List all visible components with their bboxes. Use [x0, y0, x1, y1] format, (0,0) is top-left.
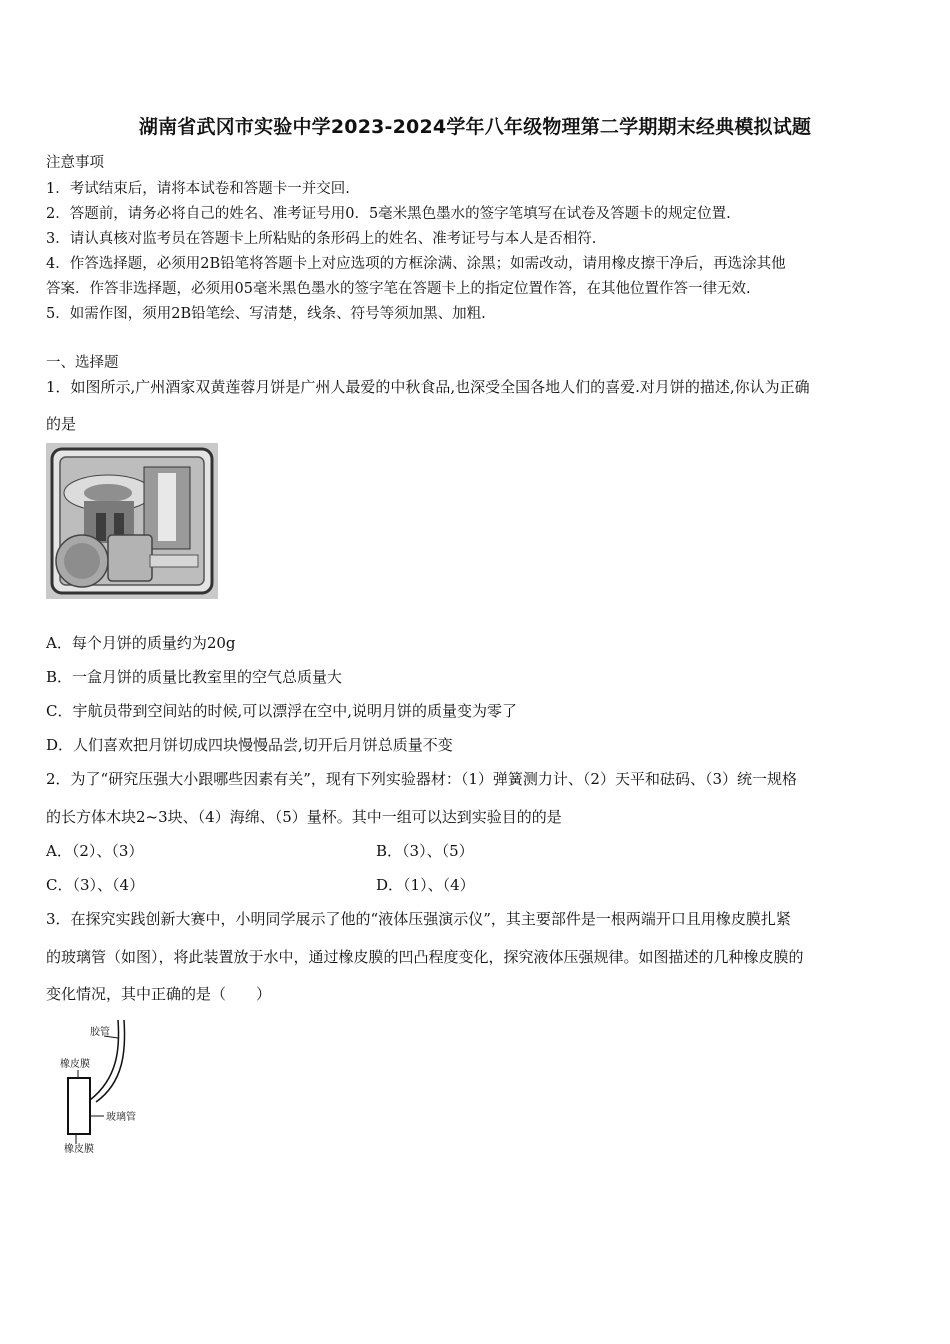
q1-stem: 1．如图所示,广州酒家双黄莲蓉月饼是广州人最爱的中秋食品,也深受全国各地人们的喜爱.对月饼的描述,你认为正确 [46, 378, 810, 396]
q3-stem: 3．在探究实践创新大赛中，小明同学展示了他的“液体压强演示仪”，其主要部件是一根两端开口且用橡皮膜扎紧 [46, 910, 791, 928]
q1-option-b: B．一盒月饼的质量比教室里的空气总质量大 [46, 668, 343, 686]
mooncake-photo [46, 443, 218, 599]
q1-stem: 的是 [46, 415, 77, 433]
q1-option-c: C．宇航员带到空间站的时候,可以漂浮在空中,说明月饼的质量变为零了 [46, 702, 518, 720]
notice-item: 3．请认真核对监考员在答题卡上所粘贴的条形码上的姓名、准考证号与本人是否相符. [46, 231, 597, 247]
q3-stem: 的玻璃管（如图），将此装置放于水中，通过橡皮膜的凹凸程度变化，探究液体压强规律。如图描述的几种橡皮膜的 [46, 948, 804, 966]
glass-tube-label: 玻璃管 [106, 1112, 136, 1123]
notice-item: 1．考试结束后，请将本试卷和答题卡一并交回. [46, 181, 350, 197]
notice-item: 答案．作答非选择题，必须用05毫米黑色墨水的签字笔在答题卡上的指定位置作答，在其他位置作答一律无效. [46, 281, 751, 297]
membrane-bottom-label: 橡皮膜 [64, 1144, 94, 1155]
section-heading: 一、选择题 [46, 355, 119, 371]
q2-option-b: B．（3）、（5） [376, 842, 474, 860]
q3-stem: 变化情况，其中正确的是（ ） [46, 985, 272, 1003]
q2-option-a: A．（2）、（3） [46, 842, 144, 860]
notice-item: 2．答题前，请务必将自己的姓名、准考证号用0．5毫米黑色墨水的签字笔填写在试卷及答题卡的规定位置. [46, 206, 731, 222]
notice-item: 5．如需作图，须用2B铅笔绘、写清楚，线条、符号等须加黑、加粗. [46, 306, 486, 322]
q2-option-c: C．（3）、（4） [46, 876, 145, 894]
q1-option-d: D．人们喜欢把月饼切成四块慢慢品尝,切开后月饼总质量不变 [46, 736, 453, 754]
tube-label: 胶管 [90, 1027, 110, 1038]
q1-option-a: A．每个月饼的质量约为20g [46, 634, 236, 652]
membrane-top-label: 橡皮膜 [60, 1059, 90, 1070]
page-title: 湖南省武冈市实验中学2023-2024学年八年级物理第二学期期末经典模拟试题 [138, 116, 812, 138]
glass-tube-diagram [56, 1018, 166, 1158]
q2-stem: 的长方体木块2~3块、（4）海绵、（5）量杯。其中一组可以达到实验目的的是 [46, 808, 562, 826]
q2-option-d: D．（1）、（4） [376, 876, 475, 894]
notice-heading: 注意事项 [46, 155, 104, 171]
q2-stem: 2．为了“研究压强大小跟哪些因素有关”，现有下列实验器材：（1）弹簧测力计、（2）天平和砝码、（3）统一规格 [46, 770, 798, 788]
notice-item: 4．作答选择题，必须用2B铅笔将答题卡上对应选项的方框涂满、涂黑；如需改动，请用橡皮擦干净后，再选涂其他 [46, 256, 786, 272]
